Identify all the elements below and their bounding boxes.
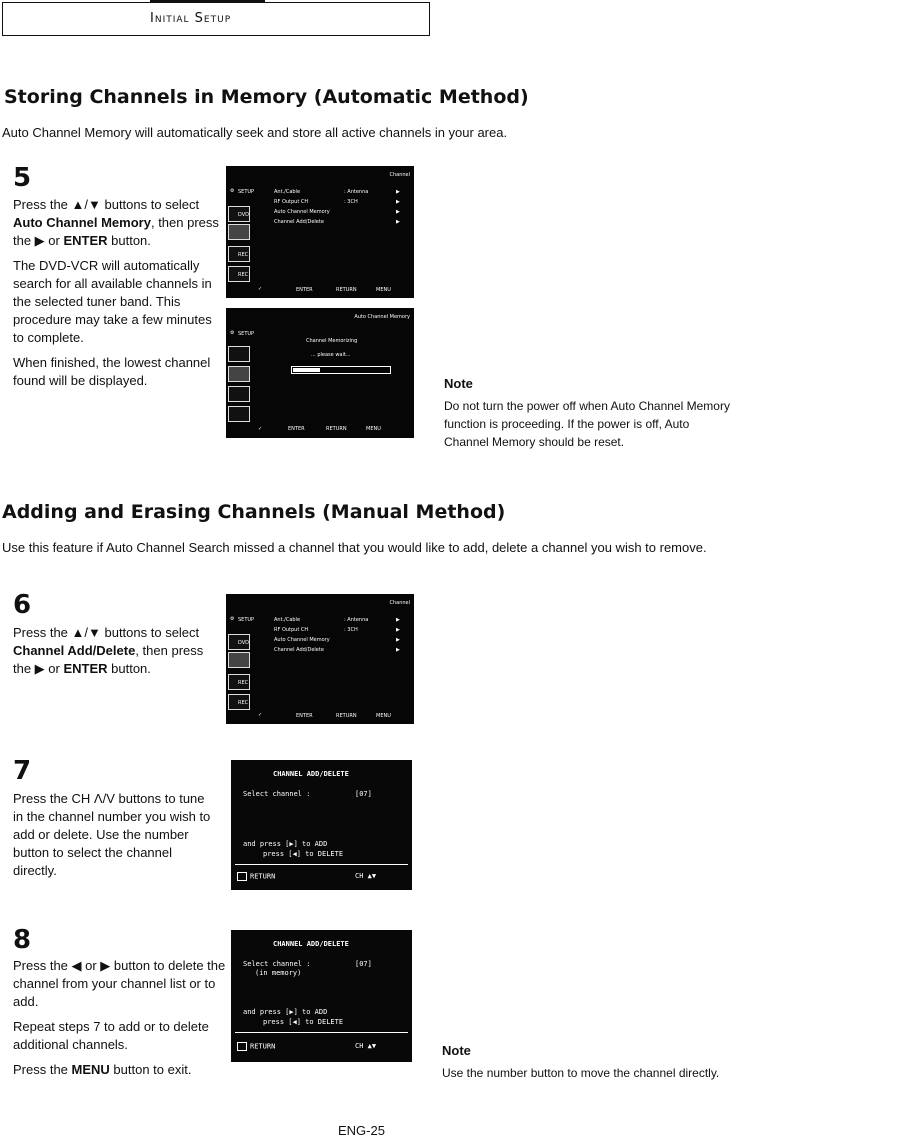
check-icon: ✓ — [258, 712, 263, 718]
footer-enter-label: ENTER — [288, 426, 305, 432]
screen-setup-label: SETUP — [238, 189, 255, 195]
select-channel-label: Select channel : — [243, 960, 311, 968]
menu-row-value: : 3CH — [344, 627, 358, 633]
channel-number: [07] — [355, 960, 372, 968]
screen-divider — [235, 864, 408, 865]
menu-row-arrow: ▶ — [396, 637, 400, 643]
footer-return-label: RETURN — [336, 713, 357, 719]
screen-corner-label: Auto Channel Memory — [354, 314, 410, 320]
side-icon-vcr — [228, 366, 250, 382]
channel-number: [07] — [355, 790, 372, 798]
menu-row-label: Auto Channel Memory — [274, 209, 330, 215]
check-icon: ✓ — [258, 286, 263, 292]
step-6-text — [13, 624, 223, 685]
select-channel-label: Select channel : — [243, 790, 311, 798]
menu-row-label: Channel Add/Delete — [274, 219, 324, 225]
side-icon-label: REC — [238, 700, 249, 706]
return-icon — [237, 872, 247, 881]
add-instruction: and press [▶] to ADD — [243, 840, 328, 848]
menu-row-arrow: ▶ — [396, 219, 400, 225]
side-icon-vcr — [228, 224, 250, 240]
section-intro-automatic: Auto Channel Memory will automatically seek and store all active channels in your area. — [2, 125, 508, 140]
screen-channel-menu-2 — [226, 594, 414, 724]
step-8-exit: Press the MENU button to exit. — [13, 1062, 192, 1077]
menu-row-value: : Antenna — [344, 189, 369, 195]
menu-row-arrow: ▶ — [396, 189, 400, 195]
ch-updown-label: CH ▲▼ — [355, 1042, 377, 1050]
menu-row-value: : Antenna — [344, 617, 369, 623]
side-icon-label: REC — [238, 680, 249, 686]
screen-divider — [235, 1032, 408, 1033]
gear-icon: ⚙ — [230, 330, 235, 336]
page-number: ENG-25 — [338, 1123, 385, 1138]
step-5-text — [13, 196, 223, 397]
menu-row-value: : 3CH — [344, 199, 358, 205]
footer-menu-label: MENU — [366, 426, 381, 432]
step-number-8: 8 — [13, 925, 32, 955]
section-intro-manual: Use this feature if Auto Channel Search missed a channel that you would like to add, delete a channel you wish to remove. — [2, 540, 707, 555]
menu-row-arrow: ▶ — [396, 627, 400, 633]
step-7-instruction: Press the CH Λ/V buttons to tune in the channel number you wish to add or delete. Use the number button to select the channel directly. — [13, 791, 211, 878]
menu-row-label: Auto Channel Memory — [274, 637, 330, 643]
side-icon-rec-2 — [228, 406, 250, 422]
screen-channel-menu-1 — [226, 166, 414, 298]
check-icon: ✓ — [258, 426, 263, 432]
menu-row-arrow: ▶ — [396, 199, 400, 205]
footer-menu-label: MENU — [376, 287, 391, 293]
screen-corner-label: Channel — [389, 172, 410, 178]
step-number-6: 6 — [13, 590, 32, 620]
step-5-search-info: The DVD-VCR will automatically search for all available channels in the selected tuner band. This procedure may take a few minutes to complete. — [13, 258, 212, 345]
side-icon-label: REC — [238, 272, 249, 278]
side-icon-rec — [228, 386, 250, 402]
in-memory-label: (in memory) — [255, 969, 302, 977]
step-number-7: 7 — [13, 756, 32, 786]
section-title-automatic: Storing Channels in Memory (Automatic Method) — [4, 86, 529, 108]
return-icon — [237, 1042, 247, 1051]
screen-corner-label: Channel — [389, 600, 410, 606]
menu-row-label: Ant./Cable — [274, 189, 301, 195]
memory-wait-line: ... please wait... — [311, 352, 351, 358]
menu-row-arrow: ▶ — [396, 647, 400, 653]
screen-title: CHANNEL ADD/DELETE — [273, 770, 349, 778]
step-5-finish-info: When finished, the lowest channel found will be displayed. — [13, 355, 211, 388]
memory-progress-bar — [291, 366, 391, 374]
menu-row-label: RF Output CH — [274, 199, 309, 205]
memory-status-line: Channel Memorizing — [306, 338, 358, 344]
side-icon-label: REC — [238, 252, 249, 258]
menu-row-label: RF Output CH — [274, 627, 309, 633]
side-icon-vcr — [228, 652, 250, 668]
footer-menu-label: MENU — [376, 713, 391, 719]
note-title-1: Note — [444, 376, 473, 391]
menu-row-arrow: ▶ — [396, 617, 400, 623]
footer-enter-label: ENTER — [296, 713, 313, 719]
screen-auto-memory — [226, 308, 414, 438]
menu-row-label: Channel Add/Delete — [274, 647, 324, 653]
menu-row-arrow: ▶ — [396, 209, 400, 215]
step-number-5: 5 — [13, 163, 32, 193]
step-8-repeat: Repeat steps 7 to add or to delete additional channels. — [13, 1019, 209, 1052]
step-7-text — [13, 790, 218, 887]
screen-title: CHANNEL ADD/DELETE — [273, 940, 349, 948]
step-8-text — [13, 957, 228, 1086]
delete-instruction: press [◀] to DELETE — [263, 1018, 344, 1026]
screen-channel-add-delete-1 — [231, 760, 412, 890]
return-label: RETURN — [237, 872, 275, 881]
return-label: RETURN — [237, 1042, 275, 1051]
side-icon-dvd — [228, 346, 250, 362]
ch-updown-label: CH ▲▼ — [355, 872, 377, 880]
screen-channel-add-delete-2 — [231, 930, 412, 1062]
screen-setup-label: SETUP — [238, 617, 255, 623]
step-8-instruction: Press the ◀ or ▶ button to delete the channel from your channel list or to add. — [13, 958, 226, 1009]
step-5-instruction: Press the ▲/▼ buttons to select Auto Channel Memory, then press the ▶ or ENTER button. — [13, 197, 219, 248]
gear-icon: ⚙ — [230, 616, 235, 622]
footer-enter-label: ENTER — [296, 287, 313, 293]
side-icon-label: DVD — [238, 212, 250, 218]
memory-progress-fill — [293, 368, 320, 372]
footer-return-label: RETURN — [336, 287, 357, 293]
note-title-2: Note — [442, 1043, 471, 1058]
delete-instruction: press [◀] to DELETE — [263, 850, 344, 858]
add-instruction: and press [▶] to ADD — [243, 1008, 328, 1016]
note-text-1: Do not turn the power off when Auto Channel Memory function is proceeding. If the power is off, Auto Channel Memory should be reset. — [444, 399, 730, 449]
menu-row-label: Ant./Cable — [274, 617, 301, 623]
screen-setup-label: SETUP — [238, 331, 255, 337]
note-text-2: Use the number button to move the channel directly. — [442, 1066, 720, 1080]
footer-return-label: RETURN — [326, 426, 347, 432]
step-6-instruction: Press the ▲/▼ buttons to select Channel Add/Delete, then press the ▶ or ENTER button. — [13, 625, 204, 676]
section-title-manual: Adding and Erasing Channels (Manual Method) — [2, 501, 506, 523]
page-header-title: Initial Setup — [150, 11, 232, 26]
gear-icon: ⚙ — [230, 188, 235, 194]
side-icon-label: DVD — [238, 640, 250, 646]
